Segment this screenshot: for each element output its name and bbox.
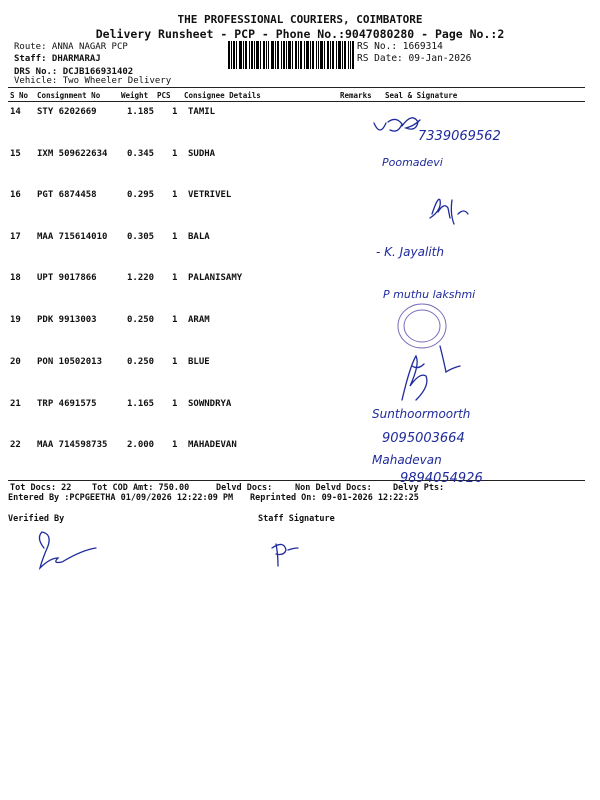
handwritten-name-row17: - K. Jayalith bbox=[376, 245, 444, 259]
cell-weight: 2.000 bbox=[127, 440, 155, 450]
col-weight: Weight bbox=[121, 91, 149, 100]
handwritten-name-row22: Mahadevan bbox=[372, 453, 442, 467]
cell-sno: 14 bbox=[10, 107, 21, 117]
cell-consignee: ARAM bbox=[188, 315, 210, 325]
table-row bbox=[0, 399, 600, 439]
cell-weight: 0.305 bbox=[127, 232, 155, 242]
cell-weight: 0.295 bbox=[127, 190, 155, 200]
table-row bbox=[0, 232, 600, 272]
cell-pcs: 1 bbox=[172, 149, 178, 159]
header-bottom-rule bbox=[8, 101, 585, 102]
cell-sno: 21 bbox=[10, 399, 21, 409]
cell-consignee: VETRIVEL bbox=[188, 190, 232, 200]
cell-sno: 15 bbox=[10, 149, 21, 159]
cell-weight: 1.220 bbox=[127, 273, 155, 283]
non-delivered-docs: Non Delvd Docs: bbox=[295, 483, 372, 493]
cell-pcs: 1 bbox=[172, 357, 178, 367]
staff-label: Staff: DHARMARAJ bbox=[14, 54, 101, 64]
cell-consignee: PALANISAMY bbox=[188, 273, 243, 283]
route-label: Route: ANNA NAGAR PCP bbox=[14, 42, 128, 52]
cell-consignment: PDK 9913003 bbox=[37, 315, 97, 325]
cell-consignment: IXM 509622634 bbox=[37, 149, 108, 159]
cell-consignment: TRP 4691575 bbox=[37, 399, 97, 409]
cell-consignee: MAHADEVAN bbox=[188, 440, 237, 450]
cell-consignee: SUDHA bbox=[188, 149, 216, 159]
rs-number: RS No.: 1669314 bbox=[357, 41, 443, 52]
vehicle-label: Vehicle: Two Wheeler Delivery bbox=[14, 76, 172, 86]
cell-weight: 0.250 bbox=[127, 357, 155, 367]
col-sno: S No bbox=[10, 91, 29, 100]
rs-info bbox=[357, 41, 471, 65]
cell-pcs: 1 bbox=[172, 273, 178, 283]
table-row bbox=[0, 107, 600, 147]
col-seal-signature: Seal & Signature bbox=[385, 91, 458, 100]
cell-sno: 22 bbox=[10, 440, 21, 450]
total-docs: Tot Docs: 22 bbox=[10, 483, 72, 493]
cell-pcs: 1 bbox=[172, 107, 178, 117]
table-row bbox=[0, 357, 600, 397]
cell-consignee: TAMIL bbox=[188, 107, 216, 117]
table-row bbox=[0, 315, 600, 355]
handwritten-phone-row14: 7339069562 bbox=[418, 129, 501, 144]
cell-consignee: SOWNDRYA bbox=[188, 399, 232, 409]
entered-by: Entered By :PCPGEETHA 01/09/2026 12:22:09 PM bbox=[8, 493, 234, 503]
cell-consignment: MAA 715614010 bbox=[37, 232, 108, 242]
col-consignee: Consignee Details bbox=[184, 91, 261, 100]
cell-consignee: BLUE bbox=[188, 357, 210, 367]
col-remarks: Remarks bbox=[340, 91, 372, 100]
table-row bbox=[0, 273, 600, 313]
footer-rule bbox=[8, 480, 585, 481]
cell-consignee: BALA bbox=[188, 232, 210, 242]
cell-pcs: 1 bbox=[172, 440, 178, 450]
table-row bbox=[0, 190, 600, 230]
delivery-points: Delvy Pts: bbox=[393, 483, 445, 493]
signature-staff bbox=[272, 544, 298, 566]
col-consignment: Consignment No bbox=[37, 91, 101, 100]
handwritten-phone-row21: 9095003664 bbox=[382, 431, 465, 446]
cell-pcs: 1 bbox=[172, 399, 178, 409]
handwritten-name-row21: Sunthoormoorth bbox=[372, 407, 471, 421]
reprinted-on: Reprinted On: 09-01-2026 12:22:25 bbox=[250, 493, 419, 503]
cell-consignment: PGT 6874458 bbox=[37, 190, 97, 200]
cell-sno: 17 bbox=[10, 232, 21, 242]
cell-weight: 0.250 bbox=[127, 315, 155, 325]
company-title: THE PROFESSIONAL COURIERS, COIMBATORE bbox=[177, 13, 423, 26]
col-pcs: PCS bbox=[157, 91, 171, 100]
handwritten-name-row15: Poomadevi bbox=[382, 156, 443, 169]
cell-consignment: UPT 9017866 bbox=[37, 273, 97, 283]
delivered-docs: Delvd Docs: bbox=[216, 483, 273, 493]
cell-pcs: 1 bbox=[172, 190, 178, 200]
cell-sno: 18 bbox=[10, 273, 21, 283]
staff-signature-label: Staff Signature bbox=[258, 514, 335, 524]
total-cod-amount: Tot COD Amt: 750.00 bbox=[92, 483, 190, 493]
signature-verified-by bbox=[39, 532, 96, 568]
barcode bbox=[228, 41, 354, 69]
cell-sno: 19 bbox=[10, 315, 21, 325]
verified-by-label: Verified By bbox=[8, 514, 65, 524]
drs-number: DRS No.: DCJB166931402 bbox=[14, 67, 134, 77]
header-top-rule bbox=[8, 87, 585, 88]
cell-weight: 1.185 bbox=[127, 107, 155, 117]
runsheet-subtitle: Delivery Runsheet - PCP - Phone No.:9047080280 - Page No.:2 bbox=[95, 27, 505, 41]
table-row bbox=[0, 149, 600, 189]
cell-pcs: 1 bbox=[172, 232, 178, 242]
cell-consignment: STY 6202669 bbox=[37, 107, 97, 117]
cell-pcs: 1 bbox=[172, 315, 178, 325]
handwritten-phone-row22: 9894054926 bbox=[400, 471, 483, 486]
handwritten-name-row18: P muthu lakshmi bbox=[383, 288, 476, 301]
cell-consignment: MAA 714598735 bbox=[37, 440, 108, 450]
cell-sno: 16 bbox=[10, 190, 21, 200]
cell-weight: 0.345 bbox=[127, 149, 155, 159]
rs-date: RS Date: 09-Jan-2026 bbox=[357, 53, 472, 64]
cell-weight: 1.165 bbox=[127, 399, 155, 409]
table-row bbox=[0, 440, 600, 480]
cell-consignment: PON 10502013 bbox=[37, 357, 103, 367]
cell-sno: 20 bbox=[10, 357, 21, 367]
